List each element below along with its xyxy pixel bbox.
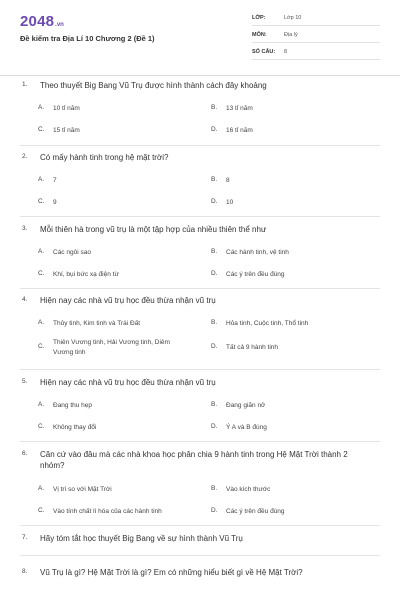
option-letter: A. bbox=[38, 248, 45, 255]
question-text: Mỗi thiên hà trong vũ trụ là một tập hợp của nhiều thiên thể như bbox=[40, 225, 267, 234]
question-text: Vũ Trụ là gì? Hệ Mặt Trời là gì? Em có những hiểu biết gì về Hệ Mặt Trời? bbox=[40, 568, 303, 577]
meta-value: Lớp 10 bbox=[284, 15, 302, 21]
answer-option[interactable] bbox=[38, 338, 198, 360]
option-letter: B. bbox=[211, 401, 218, 408]
meta-label: LỚP: bbox=[252, 15, 266, 21]
meta-value: Địa lý bbox=[284, 32, 298, 38]
option-text: Khí, bụi bức xạ điện từ bbox=[53, 271, 119, 278]
question-number: 5. bbox=[22, 378, 28, 385]
question-number: 1. bbox=[22, 81, 28, 88]
answer-option[interactable] bbox=[211, 104, 371, 116]
question-divider bbox=[20, 216, 380, 217]
answer-option[interactable] bbox=[211, 198, 371, 210]
question-item bbox=[22, 81, 378, 141]
option-letter: A. bbox=[38, 104, 45, 111]
meta-row-subject bbox=[252, 28, 380, 43]
answer-option[interactable] bbox=[211, 176, 371, 188]
option-text: Các ý trên đều đúng bbox=[226, 508, 285, 515]
option-letter: B. bbox=[211, 248, 218, 255]
option-letter: B. bbox=[211, 176, 218, 183]
question-number: 8. bbox=[22, 568, 28, 575]
answer-option[interactable] bbox=[211, 507, 371, 519]
option-text: Thủy tinh, Kim tinh và Trái Đất bbox=[53, 320, 141, 327]
answer-option[interactable] bbox=[38, 198, 198, 210]
meta-row-class bbox=[252, 11, 380, 26]
option-letter: D. bbox=[211, 343, 218, 350]
option-letter: A. bbox=[38, 485, 45, 492]
answer-option[interactable] bbox=[38, 401, 198, 413]
site-logo[interactable] bbox=[20, 13, 64, 31]
option-text: 8 bbox=[226, 177, 230, 184]
answer-option[interactable] bbox=[211, 401, 371, 413]
option-letter: C. bbox=[38, 126, 45, 133]
question-item bbox=[22, 450, 378, 522]
option-letter: D. bbox=[211, 198, 218, 205]
option-text: Ý A và B đúng bbox=[226, 424, 267, 431]
question-divider bbox=[20, 525, 380, 526]
option-letter: C. bbox=[38, 198, 45, 205]
question-divider bbox=[20, 441, 380, 442]
option-letter: B. bbox=[211, 485, 218, 492]
option-text: Vào tính chất lí hóa của các hành tinh bbox=[53, 508, 162, 515]
option-text: Vào kích thước bbox=[226, 486, 271, 493]
option-letter: D. bbox=[211, 270, 218, 277]
meta-value: 8 bbox=[284, 49, 288, 55]
answer-option[interactable] bbox=[38, 248, 198, 260]
answer-option[interactable] bbox=[38, 104, 198, 116]
question-text: Có mấy hành tinh trong hệ mặt trời? bbox=[40, 153, 169, 162]
question-text: Hiện nay các nhà vũ trụ học đều thừa nhận vũ trụ bbox=[40, 296, 216, 305]
option-text: Đang thu hẹp bbox=[53, 402, 93, 409]
option-letter: A. bbox=[38, 401, 45, 408]
option-text: Các ngôi sao bbox=[53, 249, 91, 256]
question-text: Hiện nay các nhà vũ trụ học đều thừa nhận vũ trụ bbox=[40, 378, 216, 387]
option-text: 13 tỉ năm bbox=[226, 105, 253, 112]
option-letter: B. bbox=[211, 104, 218, 111]
logo-suffix: .vn bbox=[55, 22, 64, 28]
answer-option[interactable] bbox=[38, 507, 203, 519]
option-letter: A. bbox=[38, 176, 45, 183]
option-letter: C. bbox=[38, 507, 45, 514]
option-letter: C. bbox=[38, 343, 45, 350]
option-text: Không thay đổi bbox=[53, 424, 97, 431]
option-text: Hỏa tinh, Cuộc tinh, Thổ tinh bbox=[226, 320, 309, 327]
option-text: 10 bbox=[226, 199, 234, 206]
option-letter: C. bbox=[38, 423, 45, 430]
meta-label: MÔN: bbox=[252, 32, 267, 38]
answer-option[interactable] bbox=[38, 126, 198, 138]
question-divider bbox=[20, 555, 380, 556]
option-text: Tất cả 9 hành tinh bbox=[226, 344, 279, 351]
answer-option[interactable] bbox=[211, 485, 371, 497]
question-number: 7. bbox=[22, 534, 28, 541]
question-item bbox=[22, 378, 378, 438]
option-letter: C. bbox=[38, 270, 45, 277]
answer-option[interactable] bbox=[211, 126, 371, 138]
answer-option[interactable] bbox=[38, 485, 198, 497]
exam-title: Đề kiểm tra Địa Lí 10 Chương 2 (Đề 1) bbox=[20, 34, 155, 43]
option-text: Vị trí so với Mặt Trời bbox=[53, 486, 112, 493]
question-divider bbox=[20, 145, 380, 146]
option-text: 16 tỉ năm bbox=[226, 127, 253, 134]
option-text: Đang giãn nở bbox=[226, 402, 266, 409]
answer-option[interactable] bbox=[211, 319, 371, 331]
answer-option[interactable] bbox=[38, 270, 198, 282]
question-item bbox=[22, 534, 378, 548]
question-number: 6. bbox=[22, 450, 28, 457]
answer-option[interactable] bbox=[38, 319, 198, 331]
question-item bbox=[22, 225, 378, 285]
exam-header bbox=[0, 0, 400, 76]
question-item bbox=[22, 296, 378, 366]
question-text: Hãy tóm tắt học thuyết Big Bang về sự hình thành Vũ Trụ bbox=[40, 534, 243, 543]
question-item bbox=[22, 568, 378, 582]
option-letter: D. bbox=[211, 507, 218, 514]
option-letter: D. bbox=[211, 423, 218, 430]
meta-label: SỐ CÂU: bbox=[252, 49, 276, 55]
option-text: 10 tỉ năm bbox=[53, 105, 80, 112]
exam-meta-table bbox=[252, 11, 380, 62]
question-item bbox=[22, 153, 378, 213]
answer-option[interactable] bbox=[211, 248, 371, 260]
option-text: 9 bbox=[53, 199, 57, 206]
answer-option[interactable] bbox=[211, 423, 371, 435]
question-text: Theo thuyết Big Bang Vũ Trụ được hình thành cách đây khoảng bbox=[40, 81, 267, 90]
answer-option[interactable] bbox=[38, 176, 198, 188]
option-text: 15 tỉ năm bbox=[53, 127, 80, 134]
question-text: Căn cứ vào đâu mà các nhà khoa học phân chia 9 hành tinh trong Hệ Mặt Trời thành 2 nhóm? bbox=[40, 450, 348, 470]
question-divider bbox=[20, 288, 380, 289]
option-text: Các hành tinh, vệ tinh bbox=[226, 249, 289, 256]
option-text: Các ý trên đều đúng bbox=[226, 271, 285, 278]
option-letter: B. bbox=[211, 319, 218, 326]
question-divider bbox=[20, 369, 380, 370]
question-number: 2. bbox=[22, 153, 28, 160]
answer-option[interactable] bbox=[211, 270, 371, 282]
logo-text: 2048 bbox=[20, 13, 55, 30]
question-number: 3. bbox=[22, 225, 28, 232]
question-number: 4. bbox=[22, 296, 28, 303]
option-letter: A. bbox=[38, 319, 45, 326]
option-text: Thiên Vương tinh, Hải Vương tinh, Diêm Vương tinh bbox=[53, 339, 170, 356]
option-letter: D. bbox=[211, 126, 218, 133]
answer-option[interactable] bbox=[38, 423, 198, 435]
option-text: 7 bbox=[53, 177, 57, 184]
meta-row-question-count bbox=[252, 45, 380, 60]
answer-option[interactable] bbox=[211, 343, 371, 355]
